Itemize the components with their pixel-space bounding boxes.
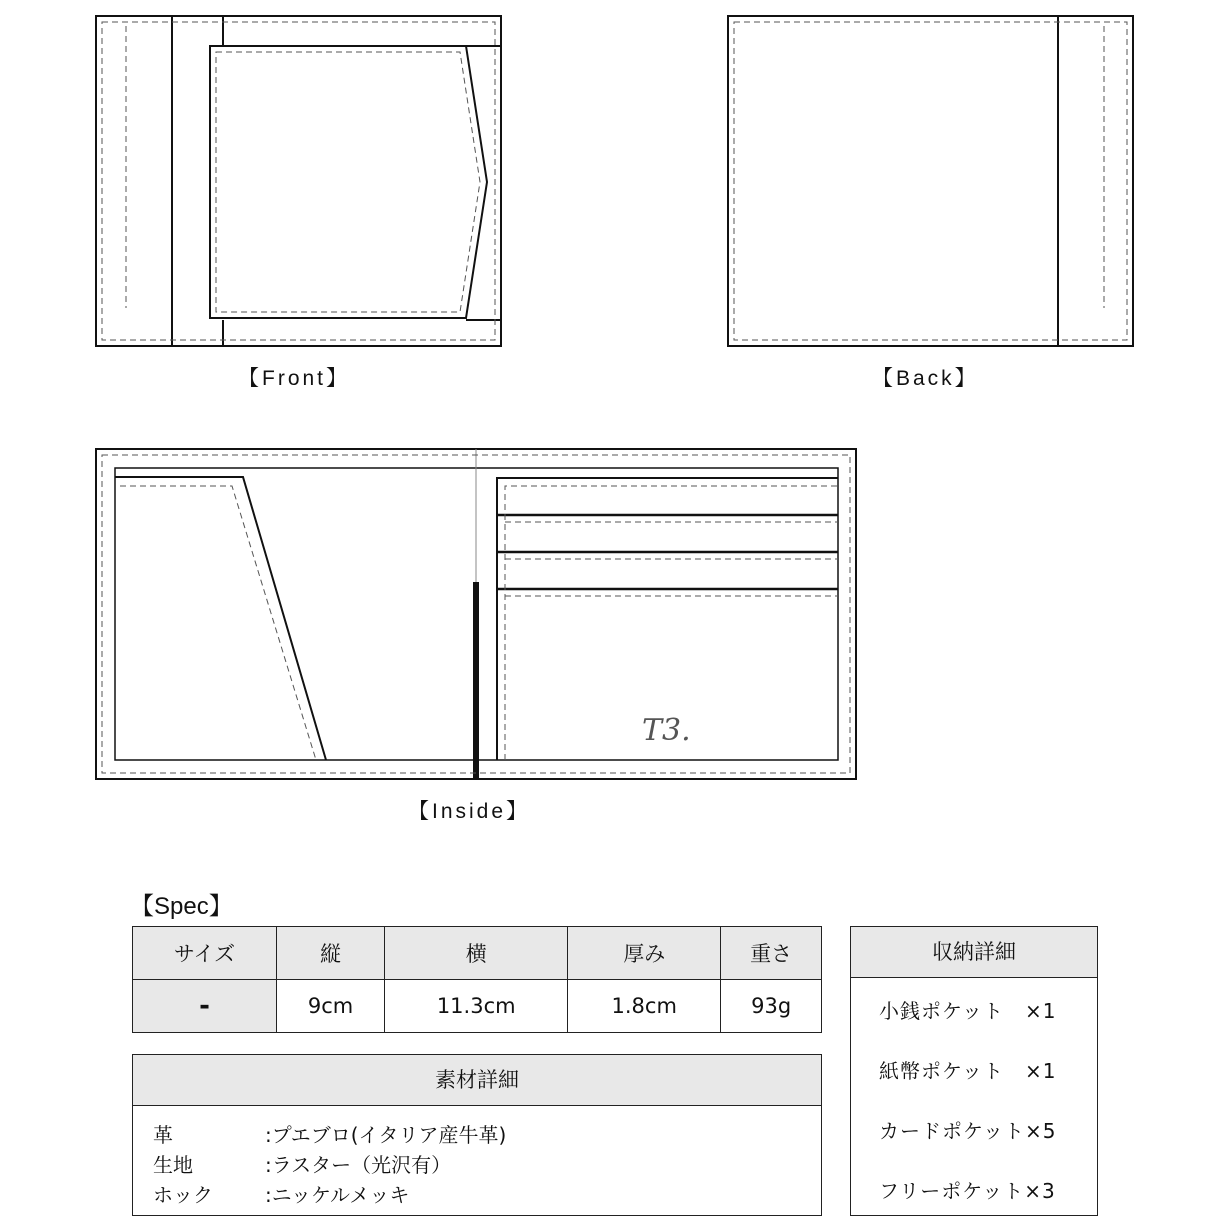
spec-title: 【Spec】 bbox=[130, 893, 233, 920]
materials-row bbox=[153, 1119, 506, 1148]
spec-header: 横 bbox=[385, 927, 568, 980]
materials-key: 生地 bbox=[153, 1153, 193, 1177]
materials-key: 革 bbox=[153, 1123, 173, 1147]
front-label: 【Front】 bbox=[238, 367, 351, 390]
spec-thickness-value: 1.8cm bbox=[568, 980, 721, 1033]
materials-title: 素材詳細 bbox=[133, 1055, 821, 1106]
spec-header-row bbox=[133, 927, 822, 980]
brand-logo: T3. bbox=[642, 713, 691, 748]
storage-box bbox=[850, 926, 1098, 1216]
storage-item: 小銭ポケット ×1 bbox=[879, 999, 1057, 1023]
spec-header: サイズ bbox=[133, 927, 277, 980]
materials-value: :プエブロ(イタリア産牛革) bbox=[265, 1123, 507, 1147]
spec-table bbox=[132, 926, 822, 1033]
spec-weight-value: 93g bbox=[721, 980, 822, 1033]
back-view bbox=[728, 16, 1133, 346]
spec-value-row bbox=[133, 980, 822, 1033]
inside-view bbox=[96, 449, 856, 779]
spec-header: 縦 bbox=[276, 927, 384, 980]
storage-item: カードポケット×5 bbox=[879, 1119, 1057, 1143]
materials-box bbox=[132, 1054, 822, 1216]
storage-item: フリーポケット×3 bbox=[879, 1179, 1056, 1203]
spec-size-value: - bbox=[133, 980, 277, 1033]
spec-height-value: 9cm bbox=[276, 980, 384, 1033]
spec-header: 重さ bbox=[721, 927, 822, 980]
storage-item: 紙幣ポケット ×1 bbox=[879, 1059, 1057, 1083]
spec-width-value: 11.3cm bbox=[385, 980, 568, 1033]
front-view bbox=[96, 16, 501, 346]
materials-value: :ラスター（光沢有） bbox=[265, 1153, 452, 1177]
spec-header: 厚み bbox=[568, 927, 721, 980]
inside-label: 【Inside】 bbox=[408, 800, 531, 823]
materials-row bbox=[153, 1149, 451, 1178]
materials-key: ホック bbox=[153, 1183, 213, 1207]
back-label: 【Back】 bbox=[872, 367, 979, 390]
materials-value: :ニッケルメッキ bbox=[265, 1183, 410, 1207]
storage-title: 収納詳細 bbox=[851, 927, 1097, 978]
materials-row bbox=[153, 1179, 409, 1208]
